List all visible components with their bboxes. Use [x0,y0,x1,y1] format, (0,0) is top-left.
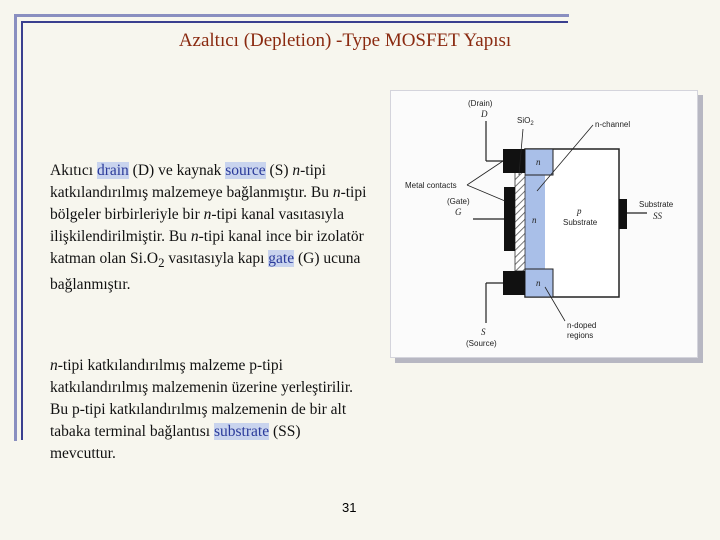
keyword-substrate: substrate [213,423,270,440]
metal-contacts-label: Metal contacts [405,181,457,190]
gate-symbol: G [455,207,462,217]
keyword-source: source [225,162,266,179]
n-channel-label: n-channel [595,120,631,129]
text-run: -tipi kanal vasıtasıyla ilişkilendirilmiştir. Bu [50,206,344,245]
source-label: (Source) [466,339,497,348]
keyword-gate: gate [268,250,295,267]
text-run: vasıtasıyla kapı [164,250,269,267]
mosfet-diagram [391,91,697,357]
text-run: -tipi kanal ince bir izolatör katman olan Si.O [50,228,364,267]
italic-n: n [292,162,301,179]
metal-contacts-pointer-2 [467,185,505,201]
gate-metal-contact [504,187,515,251]
gate-label: (Gate) [447,197,470,206]
paragraph-substrate [50,355,365,465]
text-run: -tipi bölgeler birbirleriyle bir [50,184,367,223]
n-doped-label: n-doped [567,321,597,330]
italic-n: n [332,184,341,201]
metal-contacts-pointer-1 [467,161,503,185]
substrate-label: Substrate [639,200,674,209]
n-bottom-label: n [536,278,541,288]
p-label: p [577,206,582,216]
text-run: (SS) mevcuttur. [50,423,301,462]
source-metal-contact [503,271,525,295]
substrate-metal-contact [619,199,627,229]
mosfet-structure-figure [390,90,698,358]
italic-n: n [190,228,199,245]
sio2-oxide-layer [515,171,525,271]
paragraph-drain-source [50,160,370,296]
text-run: (G) ucuna bağlanmıştır. [50,250,361,294]
italic-n: n [203,206,212,223]
text-run: Akıtıcı [50,162,97,179]
text-run: (D) ve kaynak [128,162,226,179]
keyword-drain: drain [96,162,129,179]
text-run: -tipi katkılandırılmış malzeme p-tipi katkılandırılmış malzemenin üzerine yerleştirilir. Bu p-tipi katkılandırılmış malzemenin de bir alt tabaka terminal bağlantısı [50,357,354,440]
n-top-label: n [536,157,541,167]
ss-symbol: SS [653,211,662,221]
drain-symbol: D [481,109,488,119]
substrate-region-text: Substrate [563,218,598,227]
drain-metal-contact [503,149,525,173]
regions-label: regions [567,331,594,340]
source-symbol: S [481,327,486,337]
slide-title: Azaltıcı (Depletion) -Type MOSFET Yapısı [178,30,512,51]
italic-n: n [50,357,58,374]
subscript-2: 2 [158,255,165,271]
text-run: -tipi katkılandırılmış malzemeye bağlanmıştır. Bu [50,162,333,201]
n-mid-label: n [532,215,537,225]
sio2-label: SiO$_2$ [517,116,534,127]
text-run: (S) [265,162,293,179]
page-number: 31 [342,500,357,515]
drain-label: (Drain) [468,99,493,108]
